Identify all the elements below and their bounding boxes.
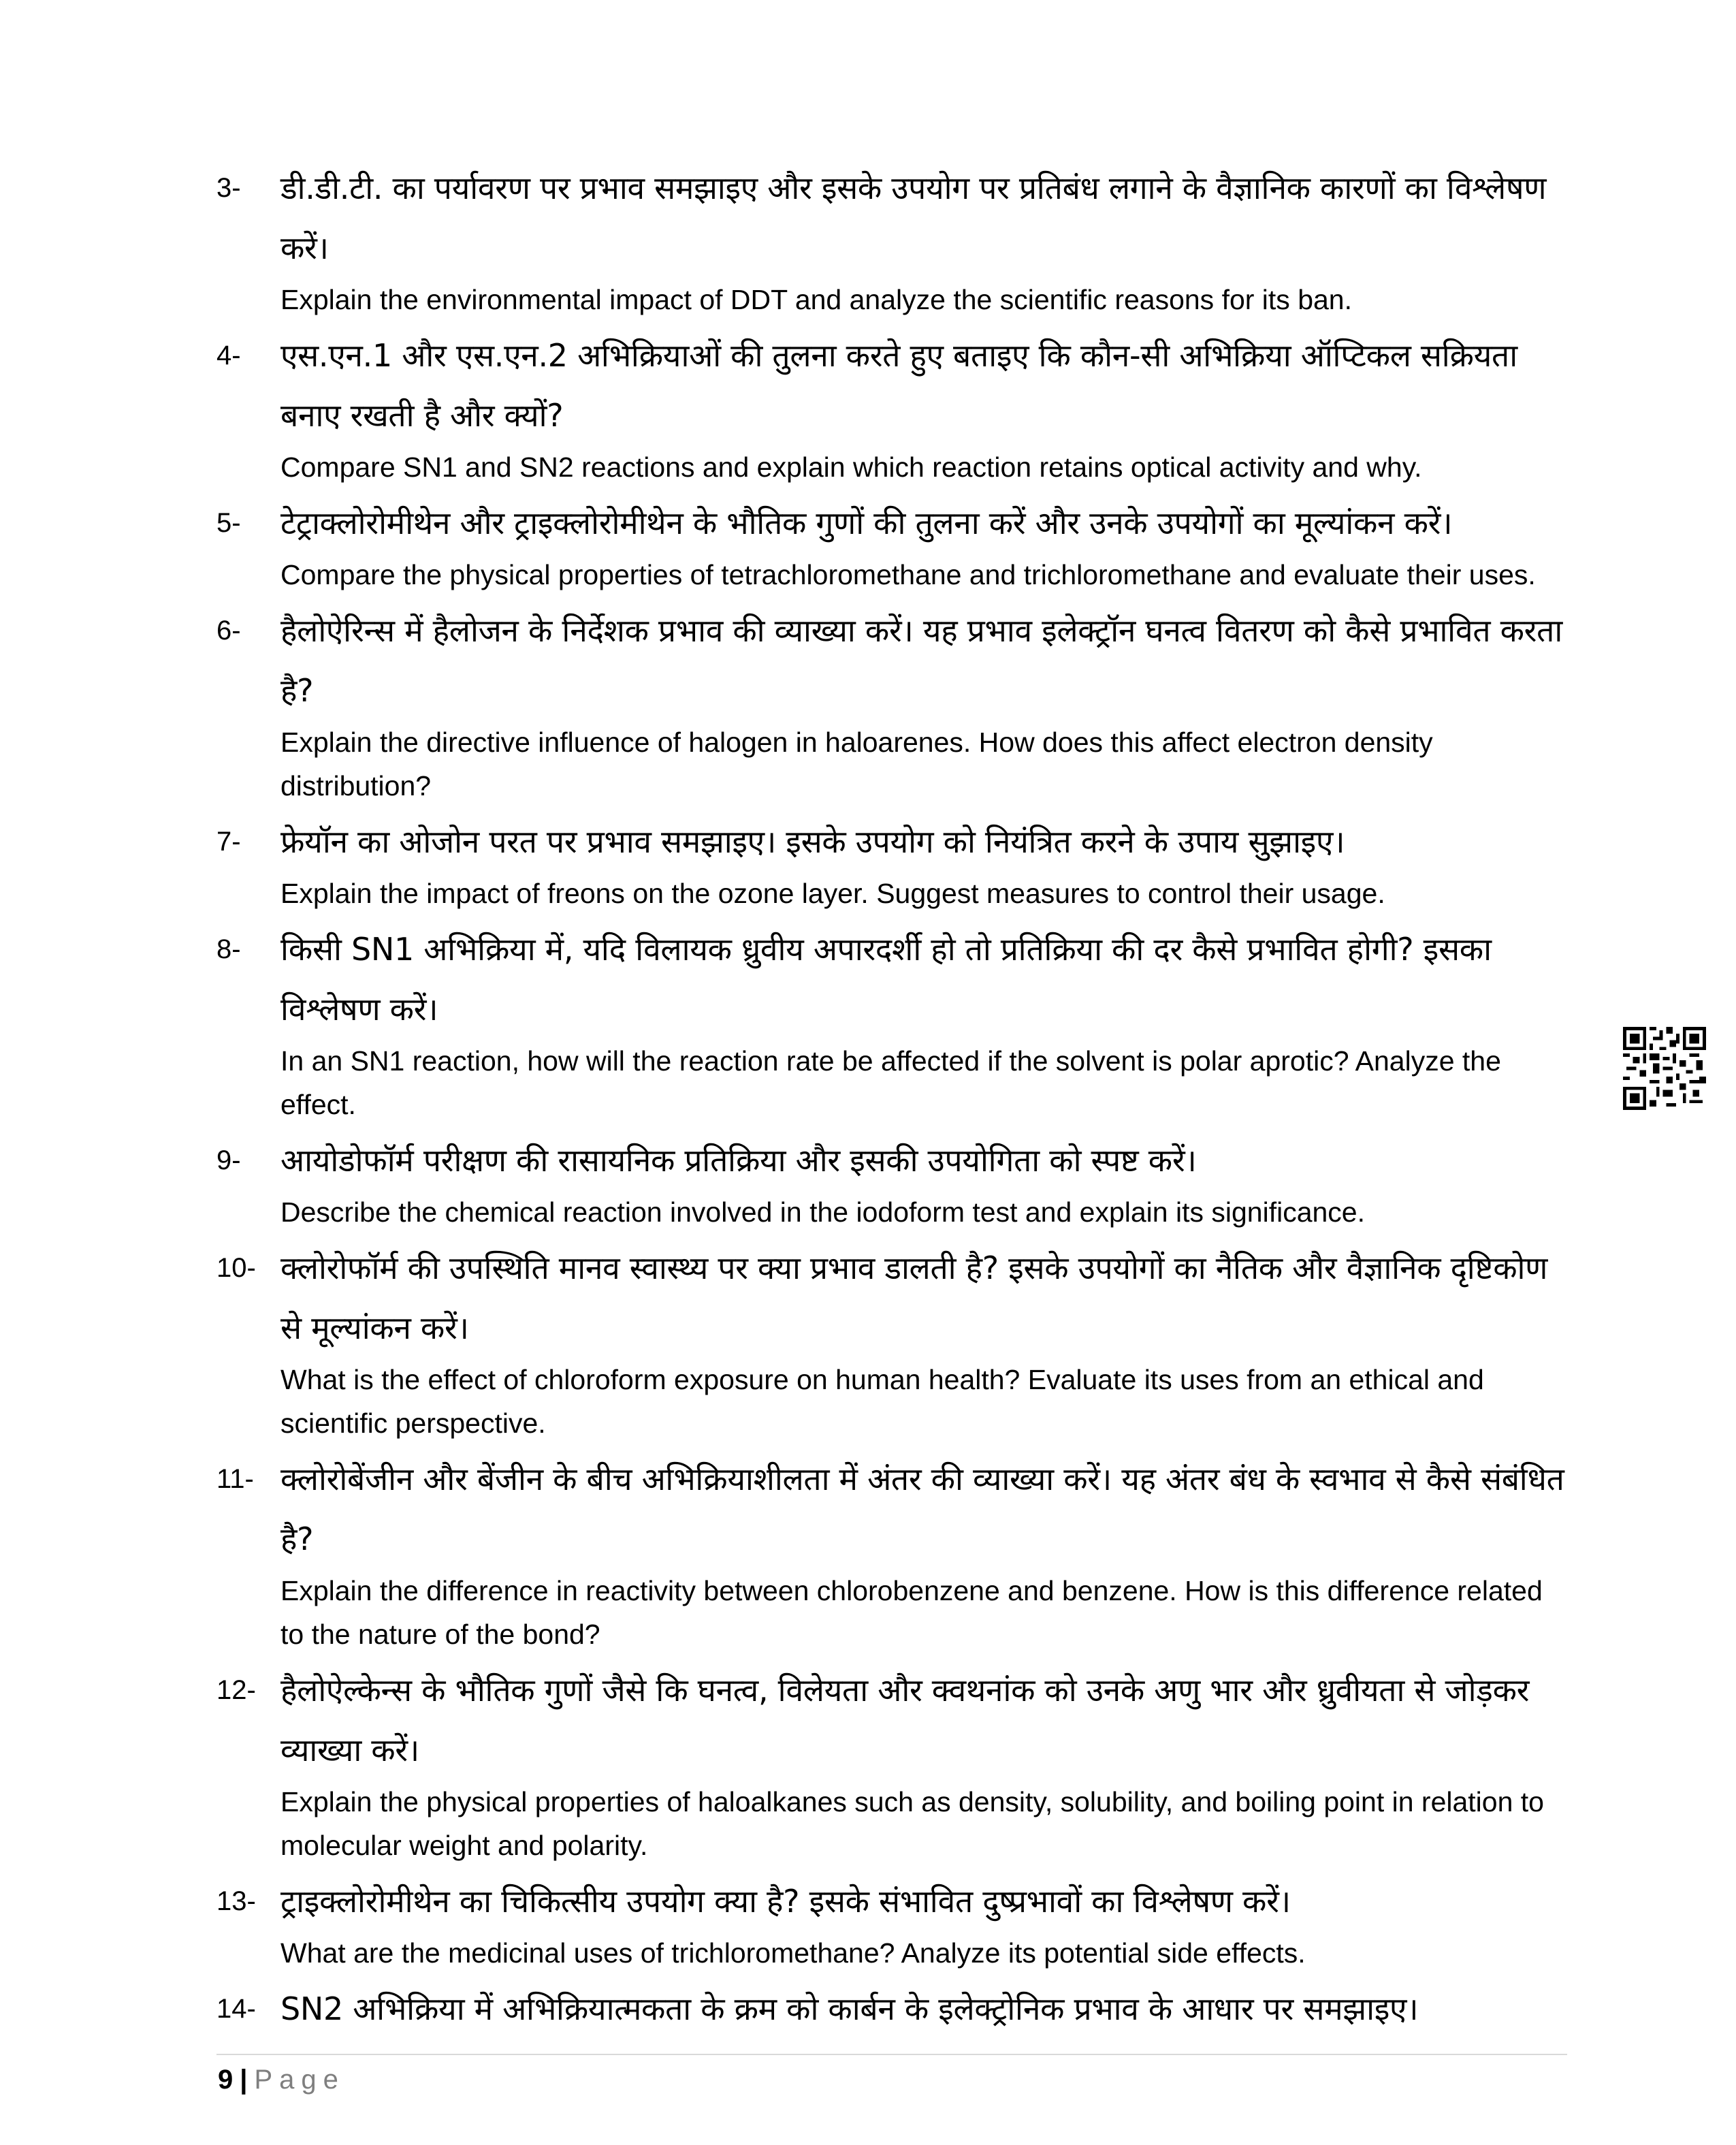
- footer-separator: |: [240, 2065, 248, 2095]
- question-english: Explain the impact of freons on the ozone layer. Suggest measures to control their usage.: [280, 878, 1385, 909]
- question-hindi: आयोडोफॉर्म परीक्षण की रासायनिक प्रतिक्रिया और इसकी उपयोगिता को स्पष्ट करें।: [280, 1142, 1197, 1179]
- question-hindi: हैलोऐल्केन्स के भौतिक गुणों जैसे कि घनत्व, विलेयता और क्वथनांक को उनके अणु भार और ध्रुवीयता से जोड़कर व्याख्या करें।: [280, 1672, 1530, 1768]
- question-item: [216, 1871, 1571, 1975]
- question-english: In an SN1 reaction, how will the reaction rate be affected if the solvent is polar aprotic? Analyze the effect.: [280, 1045, 1501, 1120]
- question-number: 11-: [216, 1464, 254, 1494]
- question-number: 10-: [216, 1253, 256, 1283]
- question-item: [216, 1130, 1571, 1234]
- question-hindi: क्लोरोफॉर्म की उपस्थिति मानव स्वास्थ्य पर क्या प्रभाव डालती है? इसके उपयोगों का नैतिक और वैज्ञानिक दृष्टिकोण से मूल्यांकन करें।: [280, 1250, 1548, 1346]
- question-english: Compare SN1 and SN2 reactions and explain which reaction retains optical activity and why.: [280, 451, 1422, 483]
- question-english: Compare the physical properties of tetrachloromethane and trichloromethane and evaluate their uses.: [280, 559, 1536, 590]
- question-english: Explain the difference in reactivity between chlorobenzene and benzene. How is this difference related to the nature of the bond?: [280, 1575, 1543, 1650]
- question-english: Describe the chemical reaction involved in the iodoform test and explain its significance.: [280, 1196, 1365, 1228]
- question-item: [216, 1660, 1571, 1867]
- question-hindi: ट्राइक्लोरोमीथेन का चिकित्सीय उपयोग क्या है? इसके संभावित दुष्प्रभावों का विश्लेषण करें।: [280, 1883, 1291, 1920]
- question-number: 9-: [216, 1145, 241, 1175]
- question-hindi: क्लोरोबेंजीन और बेंजीन के बीच अभिक्रियाशीलता में अंतर की व्याख्या करें। यह अंतर बंध के स्वभाव से कैसे संबंधित है?: [280, 1461, 1564, 1557]
- question-hindi: किसी SN1 अभिक्रिया में, यदि विलायक ध्रुवीय अपारदर्शी हो तो प्रतिक्रिया की दर कैसे प्रभावित होगी? इसका विश्लेषण करें।: [280, 931, 1492, 1028]
- question-item: [216, 812, 1571, 915]
- question-number: 7-: [216, 827, 241, 857]
- question-item: [216, 1449, 1571, 1656]
- question-english: Explain the environmental impact of DDT and analyze the scientific reasons for its ban.: [280, 284, 1352, 315]
- question-hindi: डी.डी.टी. का पर्यावरण पर प्रभाव समझाइए और इसके उपयोग पर प्रतिबंध लगाने के वैज्ञानिक कारणों का विश्लेषण करें।: [280, 170, 1547, 266]
- question-hindi: SN2 अभिक्रिया में अभिक्रियात्मकता के क्रम को कार्बन के इलेक्ट्रोनिक प्रभाव के आधार पर समझाइए।: [280, 1990, 1419, 2027]
- page-label: Page: [254, 2065, 345, 2095]
- question-item: [216, 1238, 1571, 1445]
- question-number: 8-: [216, 934, 241, 964]
- question-english: Explain the physical properties of haloalkanes such as density, solubility, and boiling point in relation to molecular weight and polarity.: [280, 1786, 1544, 1861]
- question-hindi: फ्रेयॉन का ओजोन परत पर प्रभाव समझाइए। इसके उपयोग को नियंत्रित करने के उपाय सुझाइए।: [280, 823, 1345, 860]
- question-item: [216, 919, 1571, 1126]
- question-item: [216, 1979, 1571, 2039]
- qr-code: [1623, 1027, 1706, 1110]
- question-english: What is the effect of chloroform exposure on human health? Evaluate its uses from an ethical and scientific perspective.: [280, 1364, 1484, 1439]
- question-item: [216, 158, 1571, 321]
- footer-divider: [216, 2054, 1567, 2055]
- question-english: What are the medicinal uses of trichloromethane? Analyze its potential side effects.: [280, 1937, 1306, 1969]
- question-hindi: टेट्राक्लोरोमीथेन और ट्राइक्लोरोमीथेन के भौतिक गुणों की तुलना करें और उनके उपयोगों का मूल्यांकन करें।: [280, 505, 1453, 541]
- page-number: 9: [218, 2065, 234, 2095]
- question-item: [216, 325, 1571, 489]
- question-hindi: हैलोऐरिन्स में हैलोजन के निर्देशक प्रभाव की व्याख्या करें। यह प्रभाव इलेक्ट्रॉन घनत्व वितरण को कैसे प्रभावित करता है?: [280, 612, 1562, 709]
- page-footer: [218, 2061, 345, 2099]
- question-number: 6-: [216, 616, 241, 646]
- question-number: 13-: [216, 1886, 256, 1916]
- question-english: Explain the directive influence of halogen in haloarenes. How does this affect electron density distribution?: [280, 727, 1433, 801]
- question-number: 5-: [216, 508, 241, 538]
- question-number: 12-: [216, 1675, 256, 1705]
- question-number: 14-: [216, 1994, 256, 2024]
- question-item: [216, 493, 1571, 597]
- question-number: 4-: [216, 340, 241, 370]
- question-item: [216, 601, 1571, 808]
- question-list: [216, 158, 1571, 2039]
- question-number: 3-: [216, 173, 241, 203]
- question-hindi: एस.एन.1 और एस.एन.2 अभिक्रियाओं की तुलना करते हुए बताइए कि कौन-सी अभिक्रिया ऑप्टिकल सक्रियता बनाए रखती है और क्यों?: [280, 337, 1517, 434]
